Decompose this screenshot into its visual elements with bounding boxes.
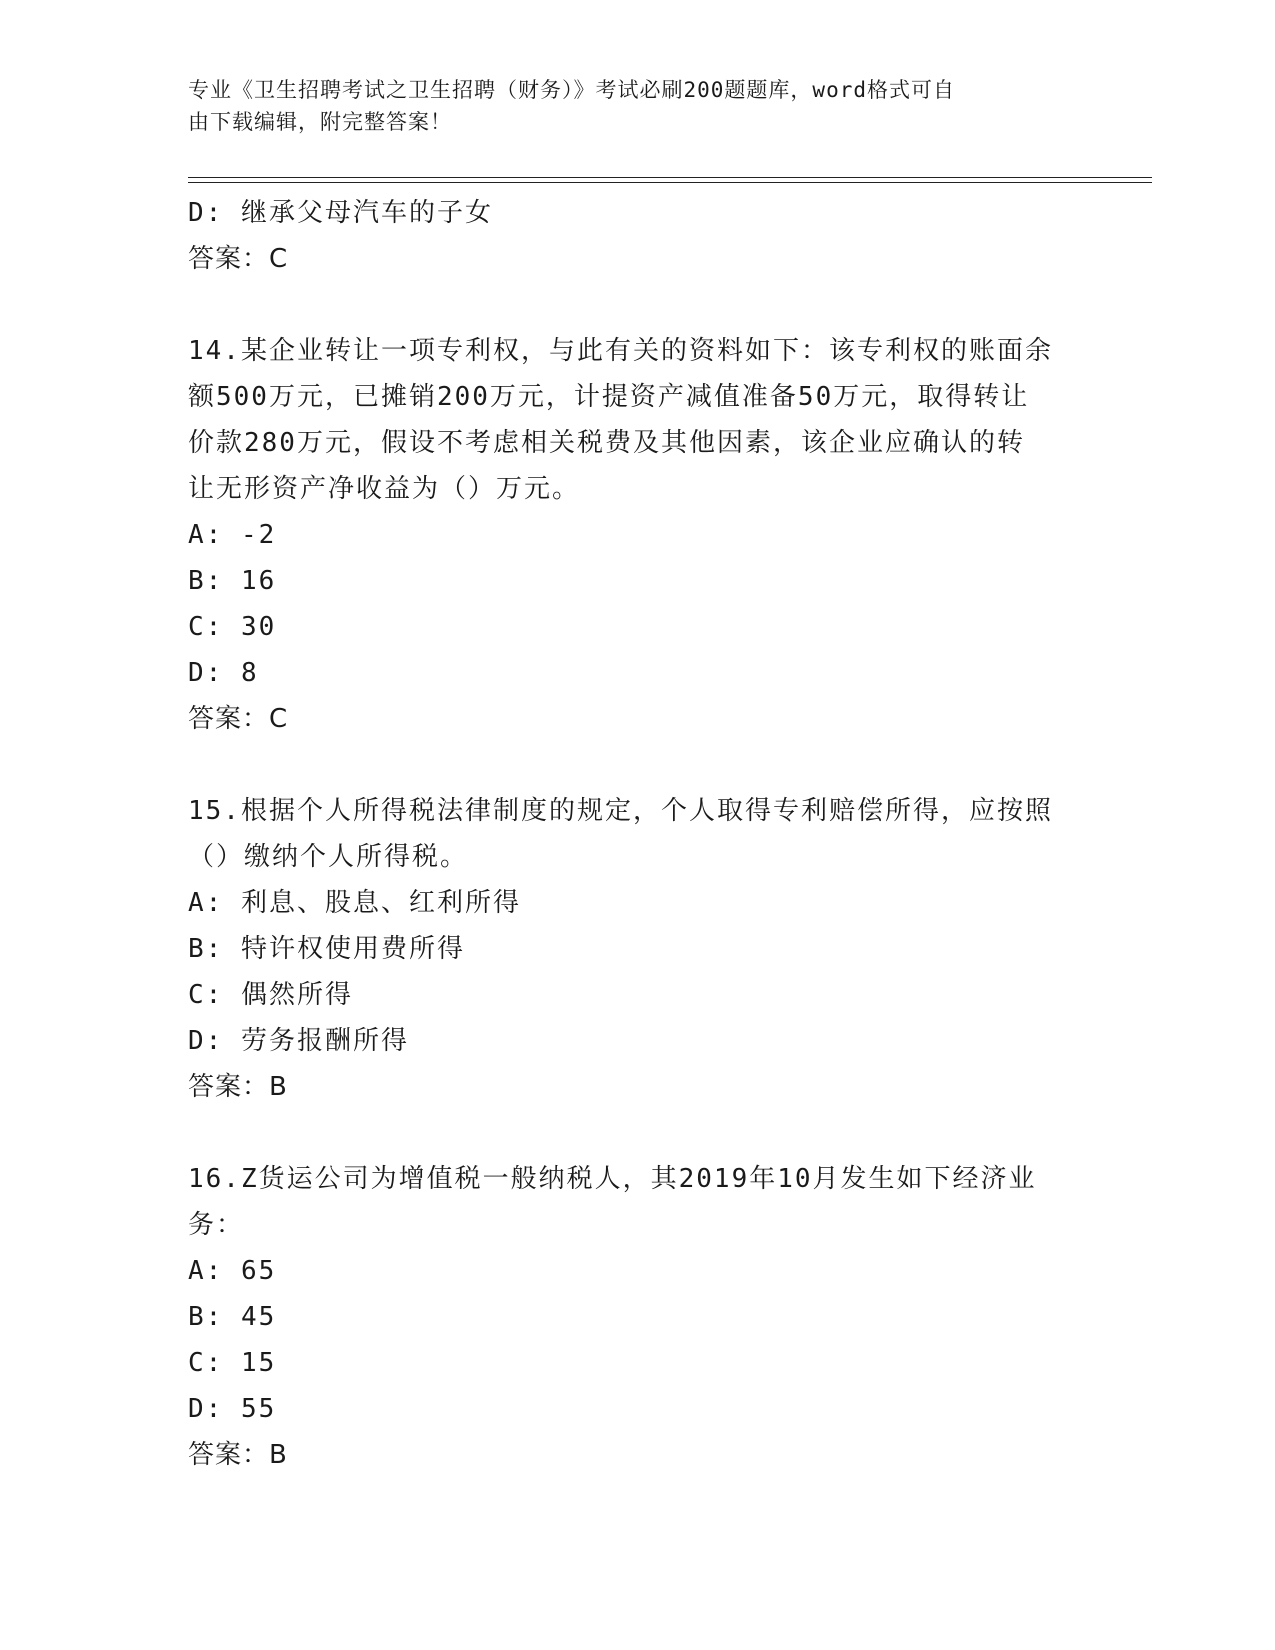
spacer <box>188 282 1068 328</box>
question-15 <box>188 788 1068 1110</box>
question-16-answer: 答案：B <box>188 1440 288 1470</box>
header-divider-top <box>188 177 1152 178</box>
question-15-text-line-2: （）缴纳个人所得税。 <box>188 842 469 872</box>
question-16-option-a: A: 65 <box>188 1256 277 1286</box>
question-15-option-c: C: 偶然所得 <box>188 980 353 1010</box>
question-14-text-line-2: 额500万元，已摊销200万元，计提资产减值准备50万元，取得转让 <box>188 382 1030 412</box>
header-divider-bottom <box>188 182 1152 183</box>
question-16-text-line-2: 务： <box>188 1210 245 1240</box>
question-14-option-d: D: 8 <box>188 658 259 688</box>
spacer <box>188 1110 1068 1156</box>
question-16-option-b: B: 45 <box>188 1302 277 1332</box>
header-line-1: 专业《卫生招聘考试之卫生招聘（财务）》考试必刷200题题库，word格式可自 <box>188 78 955 102</box>
question-14-option-b: B: 16 <box>188 566 277 596</box>
prev-answer: 答案：C <box>188 244 289 274</box>
question-15-text-line-1: 15.根据个人所得税法律制度的规定，个人取得专利赔偿所得，应按照 <box>188 796 1053 826</box>
question-15-option-b: B: 特许权使用费所得 <box>188 934 465 964</box>
question-15-answer: 答案：B <box>188 1072 288 1102</box>
question-16 <box>188 1156 1068 1478</box>
prev-option-d: D: 继承父母汽车的子女 <box>188 198 493 228</box>
question-14-option-c: C: 30 <box>188 612 277 642</box>
spacer <box>188 742 1068 788</box>
question-14-option-a: A: -2 <box>188 520 277 550</box>
question-14-answer: 答案：C <box>188 704 289 734</box>
question-14-text-line-1: 14.某企业转让一项专利权，与此有关的资料如下：该专利权的账面余 <box>188 336 1053 366</box>
page-header <box>188 74 1068 138</box>
question-14 <box>188 328 1068 742</box>
question-16-text-line-1: 16.Z货运公司为增值税一般纳税人，其2019年10月发生如下经济业 <box>188 1164 1037 1194</box>
question-16-option-d: D: 55 <box>188 1394 277 1424</box>
question-14-text-line-4: 让无形资产净收益为（）万元。 <box>188 474 581 504</box>
question-content <box>188 190 1068 1478</box>
question-15-option-d: D: 劳务报酬所得 <box>188 1026 409 1056</box>
question-15-option-a: A: 利息、股息、红利所得 <box>188 888 521 918</box>
header-line-2: 由下载编辑，附完整答案！ <box>188 110 452 134</box>
question-16-option-c: C: 15 <box>188 1348 277 1378</box>
question-14-text-line-3: 价款280万元，假设不考虑相关税费及其他因素，该企业应确认的转 <box>188 428 1025 458</box>
